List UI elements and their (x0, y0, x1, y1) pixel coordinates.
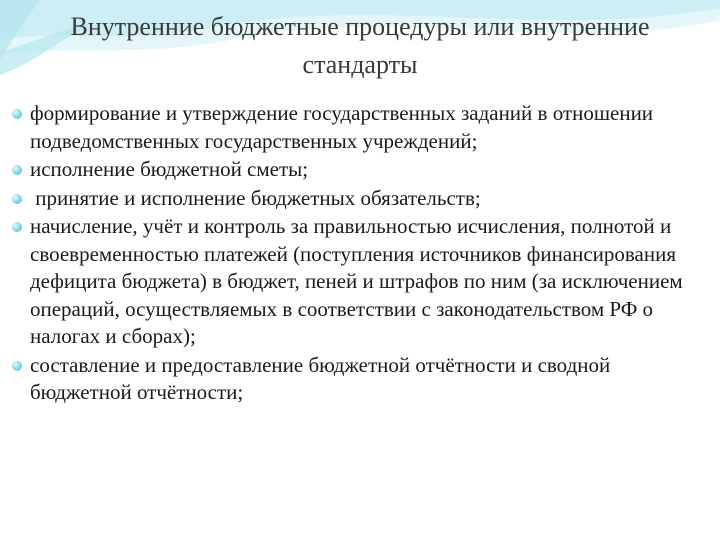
bullet-icon (12, 361, 22, 371)
bullet-text: начисление, учёт и контроль за правильностью исчисления, полнотой и своевременностью платежей (поступления источников финансирования дефицита бюджета) в бюджет, пеней и штрафов по ним (за исключением операций, осуществляемых в соответствии с законодательством РФ о налогах и сборах); (30, 214, 683, 348)
list-item (12, 100, 702, 155)
bullet-text: принятие и исполнение бюджетных обязательств; (30, 185, 481, 210)
bullet-icon (12, 109, 22, 119)
bullet-list (12, 100, 702, 408)
list-item (12, 213, 702, 351)
slide-title: Внутренние бюджетные процедуры или внутренние стандарты (70, 12, 650, 79)
bullet-icon (12, 165, 22, 175)
bullet-text: формирование и утверждение государственных заданий в отношении подведомственных государственных учреждений; (30, 101, 654, 153)
bullet-icon (12, 222, 22, 232)
list-item (12, 352, 702, 407)
bullet-text: составление и предоставление бюджетной отчётности и сводной бюджетной отчётности; (30, 352, 611, 404)
list-item (12, 156, 702, 184)
list-item (12, 185, 702, 213)
bullet-text: исполнение бюджетной сметы; (30, 157, 309, 181)
bullet-icon (12, 194, 22, 204)
